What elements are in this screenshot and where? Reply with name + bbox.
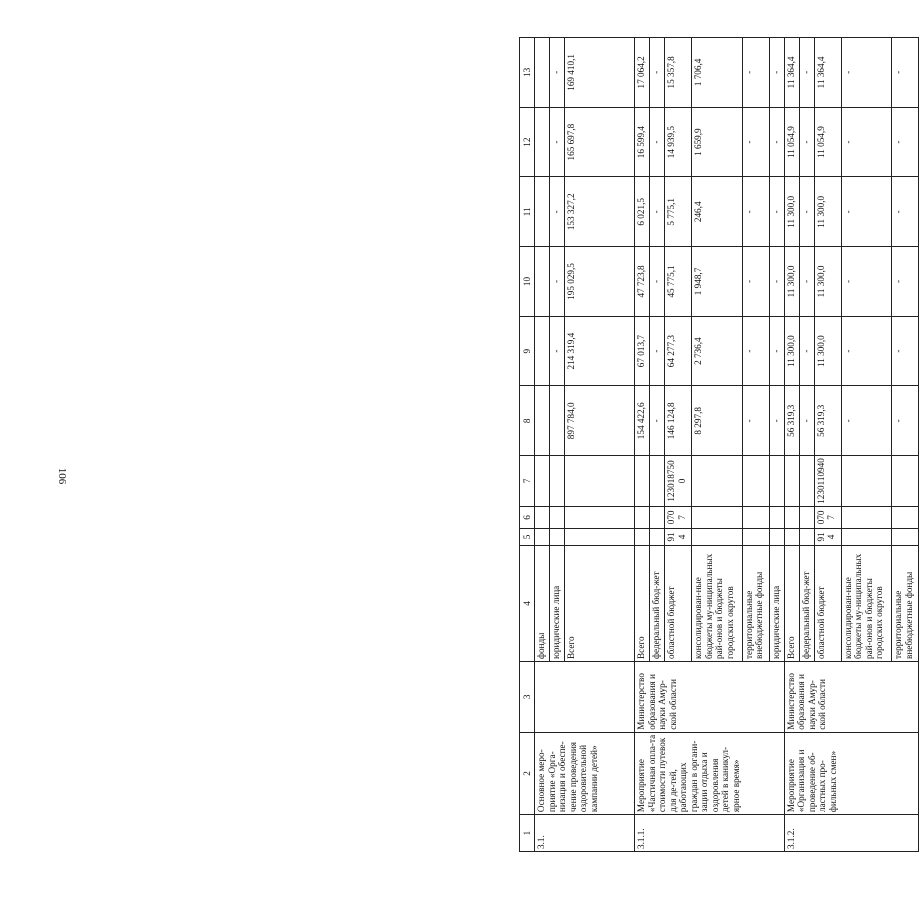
value-cell: - (799, 38, 814, 108)
value-cell: 67 013,7 (635, 316, 650, 386)
cell (742, 456, 769, 507)
value-cell: 5 775,1 (665, 177, 692, 247)
value-cell: - (841, 247, 891, 317)
cell (799, 456, 814, 507)
header-cell: 10 (520, 247, 535, 317)
cell (535, 528, 550, 545)
source-cell: консолидирован-ные бюджеты му-ниципальных рай-онов и бюджеты городских округов (841, 545, 891, 661)
cell (892, 528, 919, 545)
cell (550, 528, 565, 545)
table-row (635, 38, 650, 852)
value-cell: - (799, 316, 814, 386)
value-cell: - (892, 247, 919, 317)
value-cell: 195 029,5 (565, 247, 635, 317)
value-cell: - (892, 177, 919, 247)
value-cell: - (742, 177, 769, 247)
value-cell: - (799, 107, 814, 177)
value-cell: - (650, 38, 665, 108)
value-cell (535, 316, 550, 386)
value-cell: 146 124,8 (665, 386, 692, 456)
source-cell: фонды (535, 545, 550, 661)
value-cell: 11 300,0 (814, 247, 841, 317)
header-cell: 3 (520, 661, 535, 732)
value-cell: - (650, 316, 665, 386)
activity-name: Основное меро-приятие «Орга-низация и обеспе-чение проведения оздоровительной кампании детей» (535, 732, 635, 814)
source-cell: федеральный бюд-жет (799, 545, 814, 661)
cell (841, 506, 891, 528)
cell (692, 456, 742, 507)
row-number: 3.1.2. (784, 815, 918, 852)
value-cell: 11 300,0 (784, 247, 799, 317)
value-cell: - (769, 316, 784, 386)
value-cell: - (650, 386, 665, 456)
header-cell: 2 (520, 732, 535, 814)
value-cell: 1 948,7 (692, 247, 742, 317)
cell (784, 456, 799, 507)
cell (742, 528, 769, 545)
value-cell: 16 599,4 (635, 107, 650, 177)
budget-table (519, 37, 919, 852)
source-cell: Всего (565, 545, 635, 661)
value-cell: - (769, 177, 784, 247)
value-cell: 47 723,8 (635, 247, 650, 317)
cell (535, 456, 550, 507)
header-row (520, 38, 535, 852)
source-cell: областной бюджет (665, 545, 692, 661)
cell (841, 528, 891, 545)
value-cell (535, 247, 550, 317)
cell (565, 528, 635, 545)
value-cell: - (550, 247, 565, 317)
value-cell: - (769, 107, 784, 177)
value-cell: 17 064,2 (635, 38, 650, 108)
activity-name: Мероприятие «Организация и проведение об-ластных про-фильных смен» (784, 732, 918, 814)
value-cell: 246,4 (692, 177, 742, 247)
header-cell: 1 (520, 815, 535, 852)
cell (799, 528, 814, 545)
source-cell: Всего (784, 545, 799, 661)
cell (550, 506, 565, 528)
rotated-table-container (519, 37, 919, 852)
value-cell: - (742, 107, 769, 177)
header-cell: 7 (520, 456, 535, 507)
value-cell: 15 357,8 (665, 38, 692, 108)
value-cell: - (550, 107, 565, 177)
value-cell: 11 364,4 (784, 38, 799, 108)
row-number: 3.1. (535, 815, 635, 852)
source-cell: юридические лица (550, 545, 565, 661)
value-cell: - (892, 107, 919, 177)
cell (650, 456, 665, 507)
row-number: 3.1.1. (635, 815, 784, 852)
cell (650, 506, 665, 528)
executor: Министерство образования и науки Амур-ской области (784, 661, 918, 732)
value-cell: - (769, 386, 784, 456)
executor (535, 661, 635, 732)
header-cell: 9 (520, 316, 535, 386)
cell (635, 528, 650, 545)
value-cell: - (742, 247, 769, 317)
value-cell: 165 697,8 (565, 107, 635, 177)
value-cell: 11 364,4 (814, 38, 841, 108)
cell (892, 456, 919, 507)
cell (550, 456, 565, 507)
value-cell: - (799, 386, 814, 456)
header-cell: 8 (520, 386, 535, 456)
value-cell (535, 177, 550, 247)
value-cell: - (650, 177, 665, 247)
cell (635, 506, 650, 528)
value-cell: 1 659,9 (692, 107, 742, 177)
value-cell: 11 054,9 (814, 107, 841, 177)
value-cell: - (841, 316, 891, 386)
value-cell: - (841, 386, 891, 456)
cell (635, 456, 650, 507)
value-cell (535, 386, 550, 456)
value-cell: 56 319,3 (784, 386, 799, 456)
cell (841, 456, 891, 507)
value-cell (535, 107, 550, 177)
cell (692, 506, 742, 528)
value-cell: 11 300,0 (814, 177, 841, 247)
code-cell: 914 (814, 528, 841, 545)
value-cell: 6 021,5 (635, 177, 650, 247)
value-cell: - (550, 316, 565, 386)
value-cell: - (769, 247, 784, 317)
source-cell: Всего (635, 545, 650, 661)
cell (650, 528, 665, 545)
page-number: 106 (56, 467, 68, 485)
source-cell: федеральный бюд-жет (650, 545, 665, 661)
value-cell: - (650, 247, 665, 317)
value-cell: 897 784,0 (565, 386, 635, 456)
value-cell: 56 319,3 (814, 386, 841, 456)
activity-name: Мероприятие «Частичная опла-та стоимости путевок для де-тей, работающих граждан в органи-зации отдыха и оздоровления детей в каникул-ярное время» (635, 732, 784, 814)
value-cell: 64 277,3 (665, 316, 692, 386)
source-cell: юридические лица (769, 545, 784, 661)
source-cell: территориальные внебюджетные фонды (892, 545, 919, 661)
value-cell: - (650, 107, 665, 177)
cell (742, 506, 769, 528)
header-cell: 11 (520, 177, 535, 247)
value-cell: 45 775,1 (665, 247, 692, 317)
source-cell: территориальные внебюджетные фонды (742, 545, 769, 661)
table-row (535, 38, 550, 852)
cell (769, 456, 784, 507)
value-cell: 14 939,5 (665, 107, 692, 177)
value-cell: - (841, 107, 891, 177)
cell (535, 506, 550, 528)
cell (892, 506, 919, 528)
value-cell: 154 422,6 (635, 386, 650, 456)
header-cell: 12 (520, 107, 535, 177)
value-cell: - (550, 38, 565, 108)
value-cell: 11 054,9 (784, 107, 799, 177)
value-cell (550, 386, 565, 456)
value-cell: - (550, 177, 565, 247)
value-cell: 214 319,4 (565, 316, 635, 386)
header-cell: 6 (520, 506, 535, 528)
source-cell: областной бюджет (814, 545, 841, 661)
code-cell: 1230187500 (665, 456, 692, 507)
header-cell: 4 (520, 545, 535, 661)
cell (784, 528, 799, 545)
cell (565, 506, 635, 528)
executor: Министерство образования и науки Амур-ской области (635, 661, 784, 732)
value-cell: - (742, 386, 769, 456)
cell (769, 528, 784, 545)
value-cell: 8 297,8 (692, 386, 742, 456)
value-cell (535, 38, 550, 108)
value-cell: 153 327,2 (565, 177, 635, 247)
value-cell: - (769, 38, 784, 108)
value-cell: 11 300,0 (814, 316, 841, 386)
value-cell: - (892, 38, 919, 108)
cell (769, 506, 784, 528)
header-cell: 5 (520, 528, 535, 545)
code-cell: 0707 (665, 506, 692, 528)
cell (565, 456, 635, 507)
source-cell: консолидирован-ные бюджеты му-ниципальных рай-онов и бюджеты городских округов (692, 545, 742, 661)
value-cell: - (799, 177, 814, 247)
value-cell: 2 736,4 (692, 316, 742, 386)
value-cell: 11 300,0 (784, 316, 799, 386)
value-cell: - (892, 386, 919, 456)
cell (784, 506, 799, 528)
value-cell: - (892, 316, 919, 386)
code-cell: 1230110940 (814, 456, 841, 507)
cell (799, 506, 814, 528)
value-cell: - (799, 247, 814, 317)
header-cell: 13 (520, 38, 535, 108)
cell (692, 528, 742, 545)
value-cell: - (841, 38, 891, 108)
code-cell: 0707 (814, 506, 841, 528)
table-row (784, 38, 799, 852)
value-cell: - (742, 316, 769, 386)
value-cell: 11 300,0 (784, 177, 799, 247)
value-cell: - (841, 177, 891, 247)
value-cell: 1 706,4 (692, 38, 742, 108)
value-cell: - (742, 38, 769, 108)
value-cell: 169 410,1 (565, 38, 635, 108)
code-cell: 914 (665, 528, 692, 545)
